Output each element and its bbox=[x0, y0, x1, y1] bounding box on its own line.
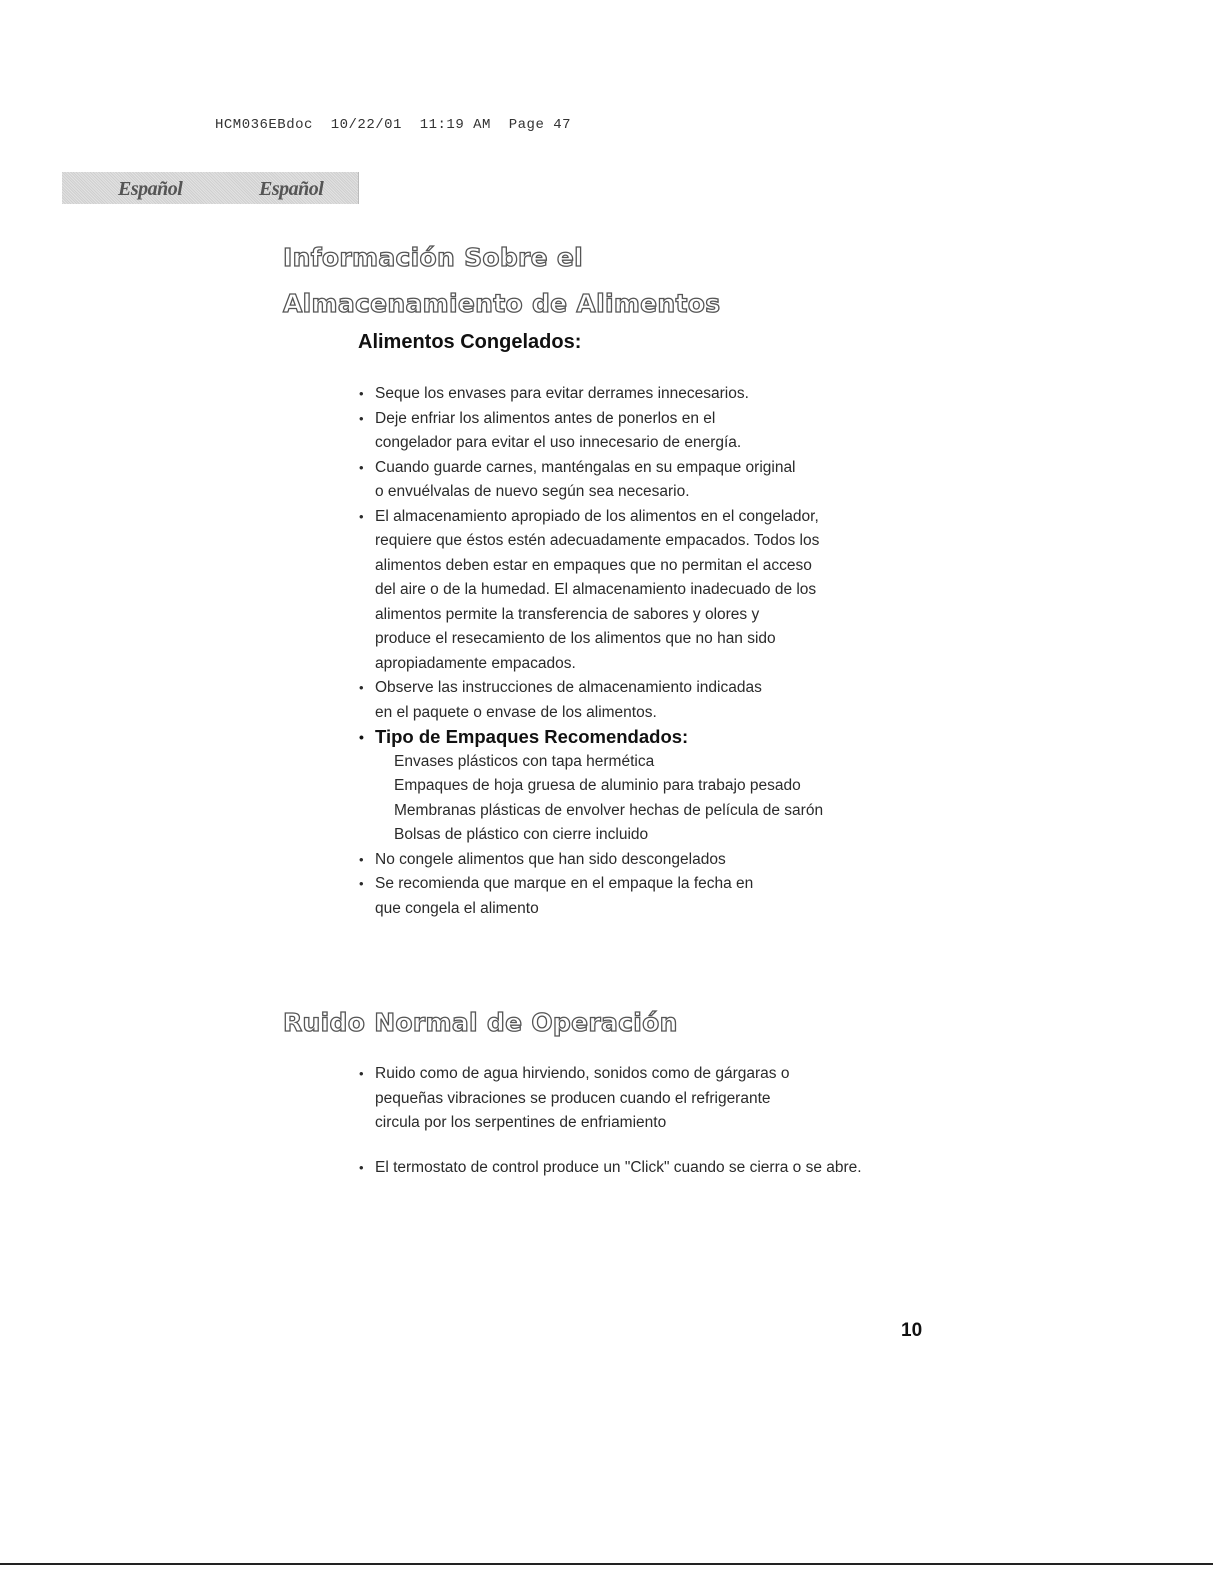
list-item-line: • Seque los envases para evitar derrames innecesarios. bbox=[375, 385, 749, 402]
list-item-line: • El almacenamiento apropiado de los alimentos en el congelador, bbox=[375, 507, 819, 525]
list-item bbox=[358, 1062, 862, 1136]
list-item bbox=[358, 382, 823, 407]
list-item bbox=[358, 872, 823, 921]
list-item bbox=[358, 505, 823, 677]
list-item-line: o envuélvalas de nuevo según sea necesario. bbox=[375, 483, 690, 500]
list-item-line: apropiadamente empacados. bbox=[375, 654, 576, 672]
list-item-line: produce el resecamiento de los alimentos que no han sido bbox=[375, 630, 776, 647]
noise-title: Ruido Normal de Operación bbox=[283, 1008, 678, 1037]
packaging-type: Membranas plásticas de envolver hechas de película de sarón bbox=[394, 801, 824, 819]
list-item-line: • Deje enfriar los alimentos antes de ponerlos en el bbox=[375, 409, 716, 427]
recommended-packaging-list bbox=[375, 750, 823, 848]
language-tab-left: Español bbox=[118, 178, 183, 200]
frozen-foods-list bbox=[358, 382, 823, 921]
bottom-rule bbox=[0, 1563, 1213, 1565]
list-item-line: • Ruido como de agua hirviendo, sonidos como de gárgaras o bbox=[375, 1065, 790, 1082]
page-number: 10 bbox=[901, 1320, 923, 1341]
list-item bbox=[358, 676, 823, 725]
list-item bbox=[358, 848, 823, 873]
packaging-type: Bolsas de plástico con cierre incluido bbox=[394, 826, 649, 843]
list-item-line: en el paquete o envase de los alimentos. bbox=[375, 703, 657, 721]
file-stamp: HCM036EBdoc 10/22/01 11:19 AM Page 47 bbox=[215, 117, 572, 133]
language-tab-right: Español bbox=[259, 178, 324, 200]
list-item bbox=[358, 1156, 862, 1181]
list-item-line: congelador para evitar el uso innecesario de energía. bbox=[375, 434, 742, 451]
list-item-line: • El termostato de control produce un "Click" cuando se cierra o se abre. bbox=[375, 1158, 862, 1176]
recommended-packaging-label: • Tipo de Empaques Recomendados: bbox=[375, 726, 689, 747]
packaging-type: Empaques de hoja gruesa de aluminio para trabajo pesado bbox=[394, 777, 801, 794]
list-item-line: • Observe las instrucciones de almacenamiento indicadas bbox=[375, 679, 762, 696]
list-item-line: alimentos permite la transferencia de sabores y olores y bbox=[375, 605, 760, 623]
packaging-type: Envases plásticos con tapa hermética bbox=[394, 752, 655, 770]
storage-title-line2: Almacenamiento de Alimentos bbox=[283, 289, 721, 318]
list-item-line: requiere que éstos estén adecuadamente empacados. Todos los bbox=[375, 532, 820, 549]
recommended-packaging-item bbox=[358, 725, 823, 848]
list-item-line: pequeñas vibraciones se producen cuando el refrigerante bbox=[375, 1089, 771, 1107]
list-item bbox=[358, 456, 823, 505]
list-item bbox=[358, 407, 823, 456]
list-item-line: • Se recomienda que marque en el empaque la fecha en bbox=[375, 875, 754, 892]
list-item-line: circula por los serpentines de enfriamiento bbox=[375, 1114, 667, 1131]
list-item-line: • No congele alimentos que han sido descongelados bbox=[375, 850, 726, 868]
noise-list bbox=[358, 1062, 862, 1180]
list-item-line: del aire o de la humedad. El almacenamiento inadecuado de los bbox=[375, 581, 817, 598]
list-item-line: alimentos deben estar en empaques que no permitan el acceso bbox=[375, 556, 812, 574]
list-item-line: que congela el alimento bbox=[375, 899, 539, 917]
frozen-foods-subheading: Alimentos Congelados: bbox=[358, 331, 582, 353]
list-item-line: • Cuando guarde carnes, manténgalas en su empaque original bbox=[375, 458, 796, 476]
storage-title-line1: Información Sobre el bbox=[283, 243, 584, 272]
